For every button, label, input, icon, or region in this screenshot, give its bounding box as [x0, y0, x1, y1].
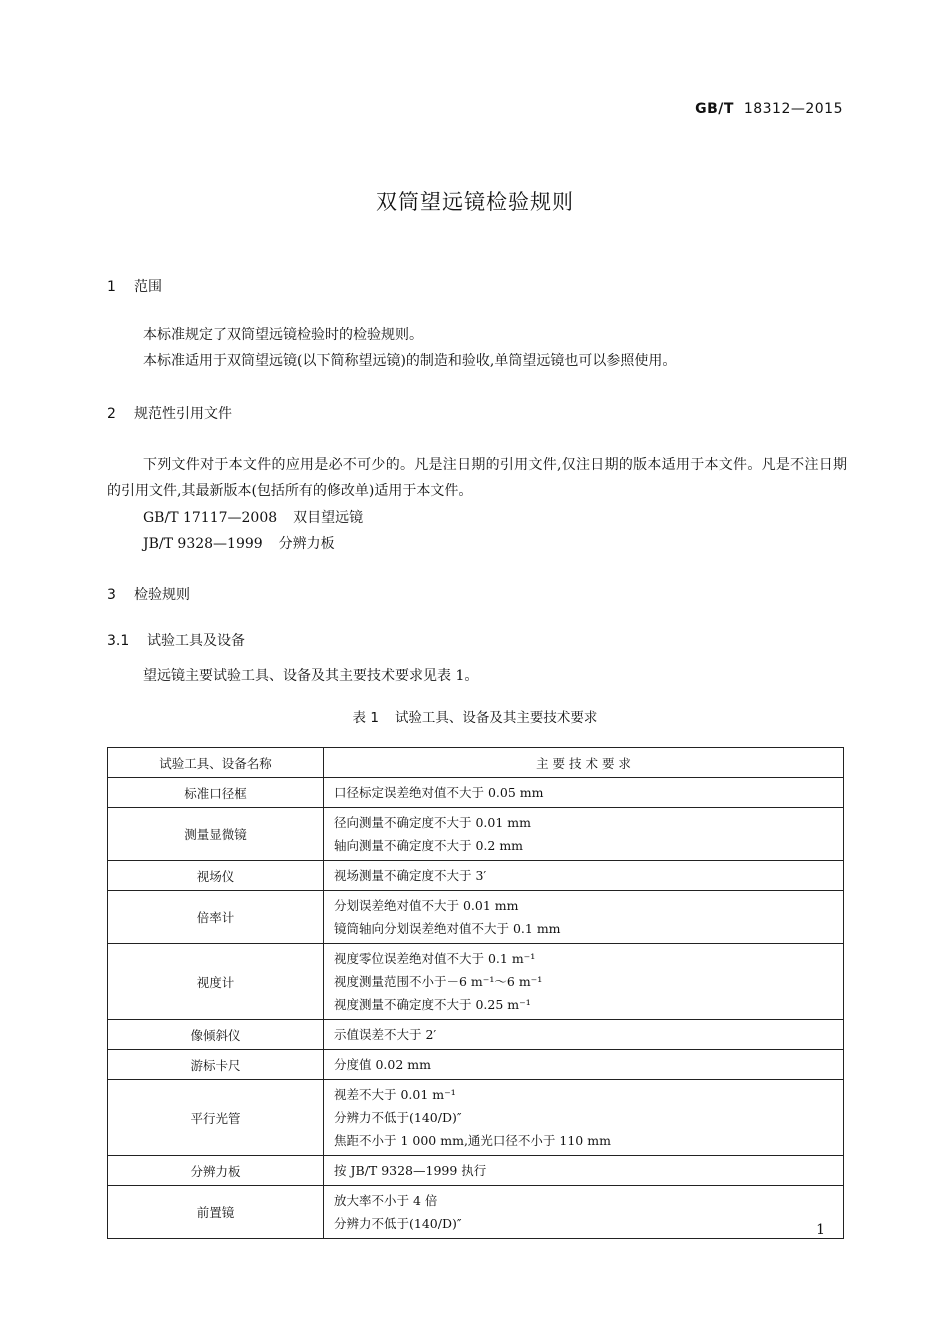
table-row: 视场仪 视场测量不确定度不大于 3′ [108, 861, 844, 891]
table-row: 前置镜 放大率不小于 4 倍 分辨力不低于(140/D)″ [108, 1186, 844, 1239]
table-row: 标准口径框 口径标定误差绝对值不大于 0.05 mm [108, 778, 844, 808]
document-title: 双筒望远镜检验规则 [376, 190, 574, 214]
table-header-name: 试验工具、设备名称 [108, 748, 324, 778]
table-row: 平行光管 视差不大于 0.01 m⁻¹ 分辨力不低于(140/D)″ 焦距不小于 1 000 mm,通光口径不小于 110 mm [108, 1080, 844, 1156]
normative-reference: GB/T 17117—2008 双目望远镜 [143, 510, 364, 526]
section-1-para-1: 本标准规定了双筒望远镜检验时的检验规则。 [143, 327, 423, 343]
section-3-1-para: 望远镜主要试验工具、设备及其主要技术要求见表 1。 [143, 668, 479, 684]
section-heading-3-1: 3.1 试验工具及设备 [107, 633, 245, 649]
normative-reference: JB/T 9328—1999 分辨力板 [143, 536, 335, 552]
equipment-table [107, 747, 844, 1239]
table-row: 倍率计 分划误差绝对值不大于 0.01 mm 镜筒轴向分划误差绝对值不大于 0.1 mm [108, 891, 844, 944]
page-number: 1 [816, 1222, 825, 1238]
section-1-para-2: 本标准适用于双筒望远镜(以下简称望远镜)的制造和验收,单筒望远镜也可以参照使用。 [143, 353, 677, 369]
table-row: 测量显微镜 径向测量不确定度不大于 0.01 mm 轴向测量不确定度不大于 0.2 mm [108, 808, 844, 861]
table-row: 分辨力板 按 JB/T 9328—1999 执行 [108, 1156, 844, 1186]
table-row: 视度计 视度零位误差绝对值不大于 0.1 m⁻¹ 视度测量范围不小于－6 m⁻¹～6 m⁻¹ 视度测量不确定度不大于 0.25 m⁻¹ [108, 944, 844, 1020]
section-2-para: 下列文件对于本文件的应用是必不可少的。凡是注日期的引用文件,仅注日期的版本适用于本文件。凡是不注日期的引用文件,其最新版本(包括所有的修改单)适用于本文件。 [107, 457, 847, 499]
table-row: 游标卡尺 分度值 0.02 mm [108, 1050, 844, 1080]
standard-number: GB/T 18312—2015 [695, 101, 843, 117]
section-heading-1: 1 范围 [107, 279, 162, 295]
section-heading-2: 2 规范性引用文件 [107, 406, 232, 422]
section-heading-3: 3 检验规则 [107, 587, 190, 603]
table-row: 像倾斜仪 示值误差不大于 2′ [108, 1020, 844, 1050]
table-header-requirements: 主 要 技 术 要 求 [324, 748, 844, 778]
table-caption: 表 1 试验工具、设备及其主要技术要求 [352, 710, 598, 726]
